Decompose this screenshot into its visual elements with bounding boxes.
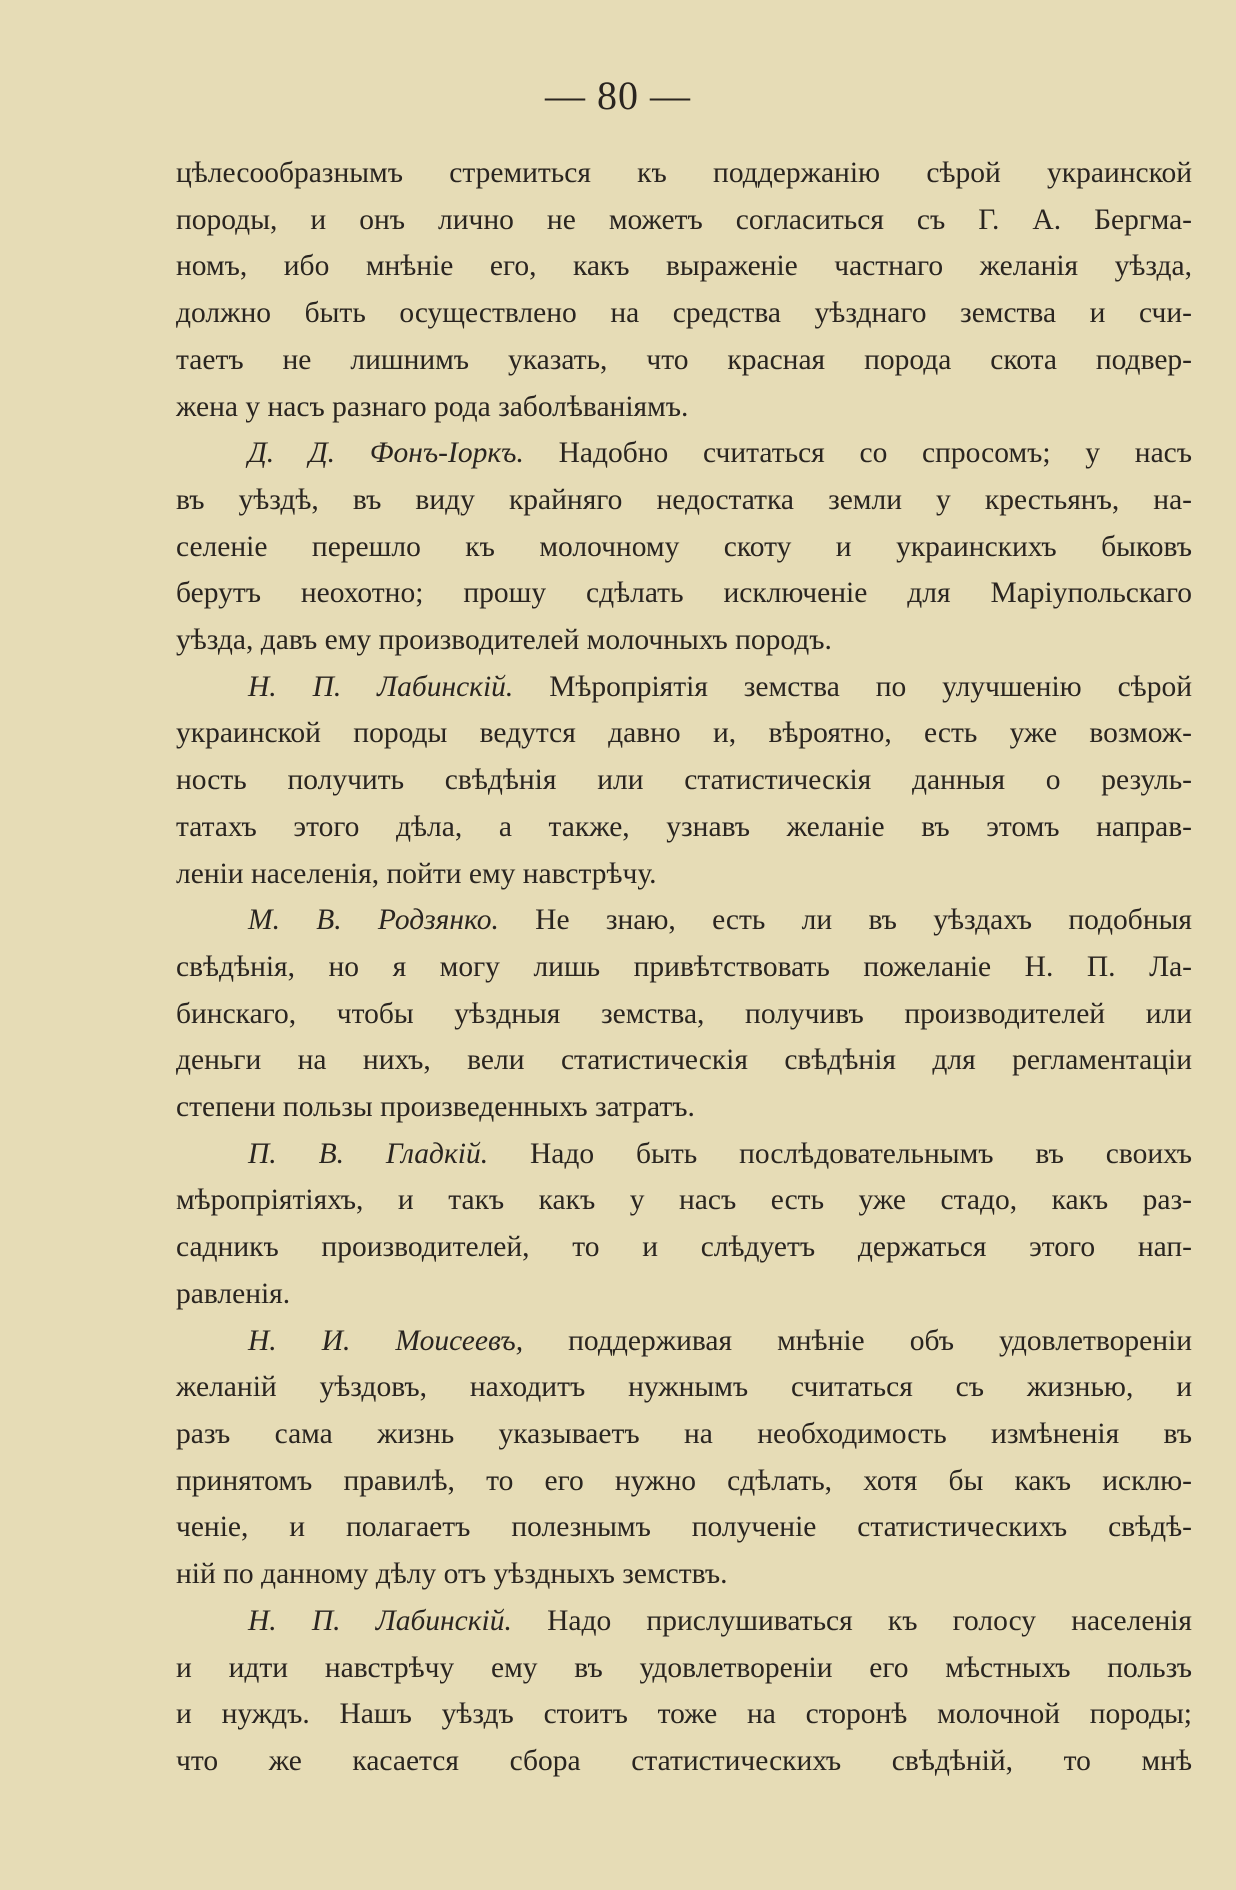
text-line: [176, 804, 1192, 851]
text-line: [176, 384, 1192, 431]
paragraph: [176, 664, 1192, 898]
line-text: ченіе, и полагаетъ полезнымъ полученіе статистическихъ свѣдѣ-: [176, 1511, 1192, 1544]
text-line: [176, 757, 1192, 804]
line-text: разъ сама жизнь указываетъ на необходимость измѣненія въ: [176, 1417, 1192, 1450]
line-text: мѣропріятіяхъ, и такъ какъ у насъ есть уже стадо, какъ раз-: [176, 1184, 1192, 1217]
line-text: селеніе перешло къ молочному скоту и украинскихъ быковъ: [176, 530, 1192, 563]
line-text: украинской породы ведутся давно и, вѣроятно, есть уже возмож-: [176, 717, 1192, 750]
line-text: номъ, ибо мнѣніе его, какъ выраженіе частнаго желанія уѣзда,: [176, 250, 1192, 283]
speaker-name: Н. И. Моисеевъ,: [248, 1324, 524, 1357]
text-line: [248, 664, 1192, 711]
speaker-name: Д. Д. Фонъ-Іоркъ.: [248, 437, 524, 470]
text-line: [248, 430, 1192, 477]
text-line: [176, 337, 1192, 384]
line-text: принятомъ правилѣ, то его нужно сдѣлать, хотя бы какъ исклю-: [176, 1464, 1192, 1497]
text-line: [176, 290, 1192, 337]
paragraph: [176, 1318, 1192, 1598]
line-text: садникъ производителей, то и слѣдуетъ держаться этого нап-: [176, 1231, 1192, 1264]
speaker-name: М. В. Родзянко.: [248, 904, 499, 937]
line-text: леніи населенія, пойти ему навстрѣчу.: [176, 857, 657, 890]
speaker-name: Н. П. Лабинскій.: [248, 1604, 512, 1637]
paragraph: [176, 1598, 1192, 1785]
text-line: [176, 1691, 1192, 1738]
line-text: жена у насъ разнаго рода заболѣваніямъ.: [176, 390, 689, 423]
text-line: [176, 1645, 1192, 1692]
text-line: [176, 991, 1192, 1038]
line-text: должно быть осуществлено на средства уѣзднаго земства и счи-: [176, 297, 1192, 330]
paragraph: [176, 897, 1192, 1131]
text-line: [248, 1598, 1192, 1645]
line-text: Не знаю, есть ли въ уѣздахъ подобныя: [535, 904, 1192, 937]
paragraph: [176, 150, 1192, 430]
text-line: [176, 150, 1192, 197]
body-text: [176, 150, 1192, 1785]
text-line: [176, 1411, 1192, 1458]
text-line: [176, 197, 1192, 244]
line-text: Надо быть послѣдовательнымъ въ своихъ: [529, 1137, 1192, 1170]
line-text: деньги на нихъ, вели статистическія свѣдѣнія для регламентаціи: [176, 1044, 1192, 1077]
text-line: [176, 1551, 1192, 1598]
line-text: и нуждъ. Нашъ уѣздъ стоитъ тоже на сторонѣ молочной породы;: [176, 1698, 1192, 1731]
text-line: [176, 1224, 1192, 1271]
line-text: цѣлесообразнымъ стремиться къ поддержанію сѣрой украинской: [176, 157, 1192, 189]
page-number: — 80 —: [545, 73, 691, 118]
text-line: [176, 524, 1192, 571]
text-line: [176, 1271, 1192, 1318]
speaker-name: Н. П. Лабинскій.: [248, 670, 514, 703]
line-text: породы, и онъ лично не можетъ согласиться съ Г. А. Бергма-: [176, 203, 1192, 236]
text-line: [176, 1504, 1192, 1551]
text-line: [176, 1037, 1192, 1084]
text-line: [248, 1318, 1192, 1365]
line-text: ность получить свѣдѣнія или статистическія данныя о резуль-: [176, 764, 1192, 797]
text-line: [176, 570, 1192, 617]
line-text: и идти навстрѣчу ему въ удовлетвореніи его мѣстныхъ пользъ: [176, 1651, 1192, 1684]
line-text: таетъ не лишнимъ указать, что красная порода скота подвер-: [176, 343, 1192, 376]
line-text: степени пользы произведенныхъ затратъ.: [176, 1091, 695, 1124]
text-line: [176, 944, 1192, 991]
text-line: [176, 617, 1192, 664]
text-line: [176, 1084, 1192, 1131]
text-line: [176, 710, 1192, 757]
line-text: татахъ этого дѣла, а также, узнавъ желаніе въ этомъ направ-: [176, 810, 1192, 843]
text-line: [176, 1364, 1192, 1411]
line-text: поддерживая мнѣніе объ удовлетвореніи: [568, 1324, 1192, 1357]
line-text: что же касается сбора статистическихъ свѣдѣній, то мнѣ: [176, 1744, 1192, 1777]
line-text: Надобно считаться со спросомъ; у насъ: [558, 437, 1193, 470]
line-text: Надо прислушиваться къ голосу населенія: [547, 1604, 1192, 1637]
paragraph: [176, 1131, 1192, 1318]
text-line: [176, 477, 1192, 524]
line-text: ній по данному дѣлу отъ уѣздныхъ земствъ.: [176, 1558, 728, 1591]
line-text: бинскаго, чтобы уѣздныя земства, получивъ производителей или: [176, 997, 1192, 1030]
line-text: желаній уѣздовъ, находитъ нужнымъ считаться съ жизнью, и: [176, 1371, 1192, 1404]
text-line: [248, 1131, 1192, 1178]
speaker-name: П. В. Гладкій.: [248, 1137, 489, 1170]
text-line: [176, 851, 1192, 898]
text-line: [248, 897, 1192, 944]
line-text: равленія.: [176, 1277, 291, 1310]
text-line: [176, 243, 1192, 290]
paragraph: [176, 430, 1192, 664]
line-text: въ уѣздѣ, въ виду крайняго недостатка земли у крестьянъ, на-: [176, 483, 1192, 516]
text-line: [176, 1458, 1192, 1505]
text-line: [176, 1177, 1192, 1224]
line-text: свѣдѣнія, но я могу лишь привѣтствовать пожеланіе Н. П. Ла-: [176, 950, 1192, 983]
text-line: [176, 1738, 1192, 1785]
line-text: уѣзда, давъ ему производителей молочныхъ породъ.: [176, 624, 832, 657]
line-text: берутъ неохотно; прошу сдѣлать исключеніе для Маріупольскаго: [176, 577, 1192, 610]
line-text: Мѣропріятія земства по улучшенію сѣрой: [549, 670, 1192, 703]
